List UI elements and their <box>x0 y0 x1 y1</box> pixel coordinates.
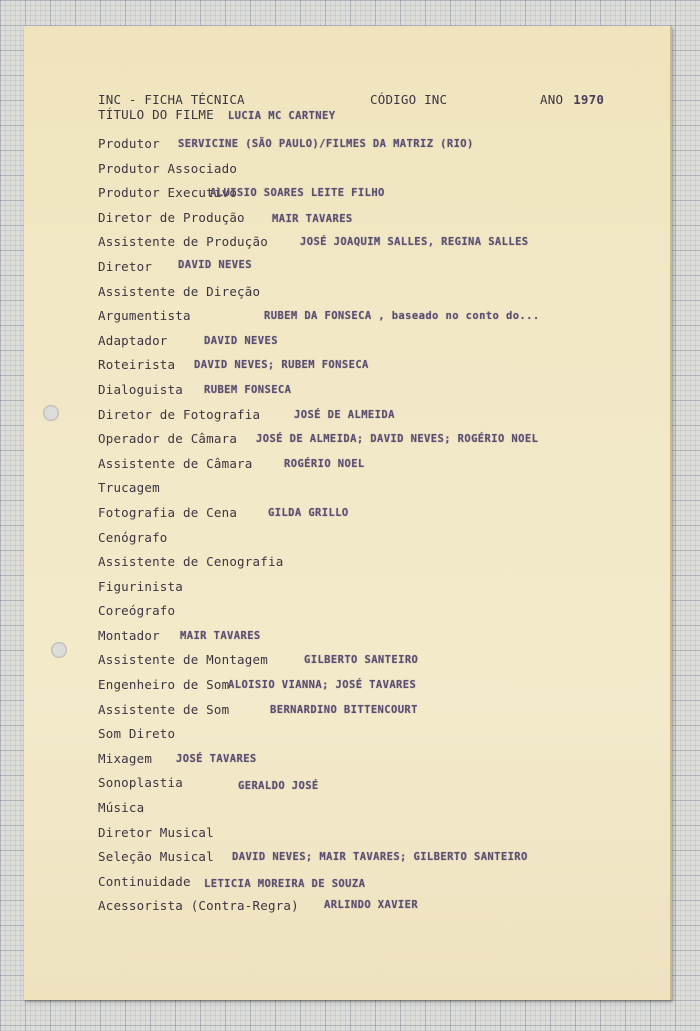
credit-value: JOSÉ TAVARES <box>176 752 257 765</box>
credits-list <box>98 132 658 919</box>
credit-value: MAIR TAVARES <box>180 629 261 642</box>
credit-row <box>98 403 658 428</box>
credit-label: Seleção Musical <box>98 849 214 865</box>
credit-label: Sonoplastia <box>98 775 183 791</box>
credit-row <box>98 673 658 698</box>
credit-label: Continuidade <box>98 873 191 889</box>
credit-value: ARLINDO XAVIER <box>324 899 419 912</box>
credit-row <box>98 624 658 649</box>
credit-label: Roteirista <box>98 357 176 373</box>
credit-label: Argumentista <box>98 308 191 324</box>
credit-value: JOSÉ DE ALMEIDA; DAVID NEVES; ROGÉRIO NOEL <box>256 433 539 446</box>
credit-label: Trucagem <box>98 480 160 496</box>
credit-label: Acessorista (Contra-Regra) <box>98 898 299 914</box>
year-label: ANO <box>540 92 564 107</box>
credit-value: GILBERTO SANTEIRO <box>304 654 419 667</box>
credit-label: Diretor Musical <box>98 824 214 840</box>
credit-label: Cenógrafo <box>98 529 168 545</box>
code-label: CÓDIGO INC <box>370 92 448 107</box>
credit-row <box>98 501 658 526</box>
credit-value: DAVID NEVES <box>178 258 252 271</box>
credit-row <box>98 353 658 378</box>
credit-value: ALOISIO VIANNA; JOSÉ TAVARES <box>228 679 417 692</box>
credit-label: Adaptador <box>98 332 168 348</box>
credit-row <box>98 452 658 477</box>
credit-row <box>98 771 658 796</box>
credit-label: Mixagem <box>98 750 153 766</box>
credit-row <box>98 599 658 624</box>
credit-value: SERVICINE (SÃO PAULO)/FILMES DA MATRIZ (RIO) <box>178 138 474 150</box>
credit-label: Assistente de Câmara <box>98 455 253 471</box>
credit-row <box>98 550 658 575</box>
credit-row <box>98 845 658 870</box>
credit-label: Assistente de Montagem <box>98 652 268 668</box>
credit-value: ROGÉRIO NOEL <box>284 457 365 470</box>
credit-label: Engenheiro de Som <box>98 677 230 693</box>
technical-sheet <box>24 26 670 1000</box>
credit-row <box>98 181 658 206</box>
credit-row <box>98 329 658 354</box>
credit-row <box>98 157 658 182</box>
credit-row <box>98 722 658 747</box>
form-name: INC - FICHA TÉCNICA <box>98 92 245 107</box>
document-sheet <box>24 26 672 1000</box>
credit-value: JOSÉ JOAQUIM SALLES, REGINA SALLES <box>300 236 529 249</box>
credit-label: Assistente de Cenografia <box>98 554 284 570</box>
credit-value: LETICIA MOREIRA DE SOUZA <box>204 877 366 890</box>
credit-value: GERALDO JOSÉ <box>238 780 319 793</box>
credit-row <box>98 821 658 846</box>
film-title-row <box>98 107 335 122</box>
credit-label: Figurinista <box>98 578 183 594</box>
credit-label: Produtor Associado <box>98 160 238 176</box>
year-value: 1970 <box>573 92 605 107</box>
credit-row <box>98 304 658 329</box>
credit-value: DAVID NEVES <box>204 334 278 347</box>
credit-row <box>98 427 658 452</box>
credit-row <box>98 230 658 255</box>
credit-label: Produtor <box>98 136 160 151</box>
credit-value: BERNARDINO BITTENCOURT <box>270 703 418 716</box>
credit-value: RUBEM FONSECA <box>204 383 292 396</box>
credit-row <box>98 206 658 231</box>
credit-label: Fotografia de Cena <box>98 504 238 520</box>
credit-label: Som Direto <box>98 726 176 742</box>
credit-value: RUBEM DA FONSECA , baseado no conto do... <box>264 310 540 323</box>
credit-row <box>98 796 658 821</box>
credit-label: Diretor de Produção <box>98 209 245 225</box>
credit-label: Diretor de Fotografia <box>98 406 261 422</box>
credit-row <box>98 280 658 305</box>
credit-label: Produtor Executivo <box>98 185 238 201</box>
credit-value: MAIR TAVARES <box>272 212 353 225</box>
credit-row <box>98 526 658 551</box>
credit-label: Diretor <box>98 258 153 274</box>
credit-row <box>98 648 658 673</box>
credit-value: ALUISIO SOARES LEITE FILHO <box>210 187 385 200</box>
film-title-label: TÍTULO DO FILME <box>98 107 214 122</box>
credit-value: GILDA GRILLO <box>268 506 349 519</box>
credit-value: JOSÉ DE ALMEIDA <box>294 408 395 421</box>
credit-row <box>98 747 658 772</box>
film-title-value: LUCIA MC CARTNEY <box>227 110 336 122</box>
credit-label: Assistente de Som <box>98 701 230 717</box>
credit-label: Assistente de Produção <box>98 234 268 250</box>
credit-row <box>98 870 658 895</box>
credit-label: Dialoguista <box>98 381 183 397</box>
credit-row <box>98 476 658 501</box>
credit-value: DAVID NEVES; MAIR TAVARES; GILBERTO SANTEIRO <box>232 851 528 864</box>
credit-row <box>98 255 658 280</box>
credit-row <box>98 132 658 157</box>
credit-row <box>98 698 658 723</box>
credit-value: DAVID NEVES; RUBEM FONSECA <box>194 359 369 372</box>
credit-row <box>98 894 658 919</box>
credit-label: Operador de Câmara <box>98 431 238 447</box>
year-field <box>540 92 604 107</box>
credit-label: Música <box>98 800 145 816</box>
credit-label: Coreógrafo <box>98 603 176 619</box>
credit-label: Montador <box>98 627 160 643</box>
credit-label: Assistente de Direção <box>98 283 261 299</box>
credit-row <box>98 378 658 403</box>
credit-row <box>98 575 658 600</box>
